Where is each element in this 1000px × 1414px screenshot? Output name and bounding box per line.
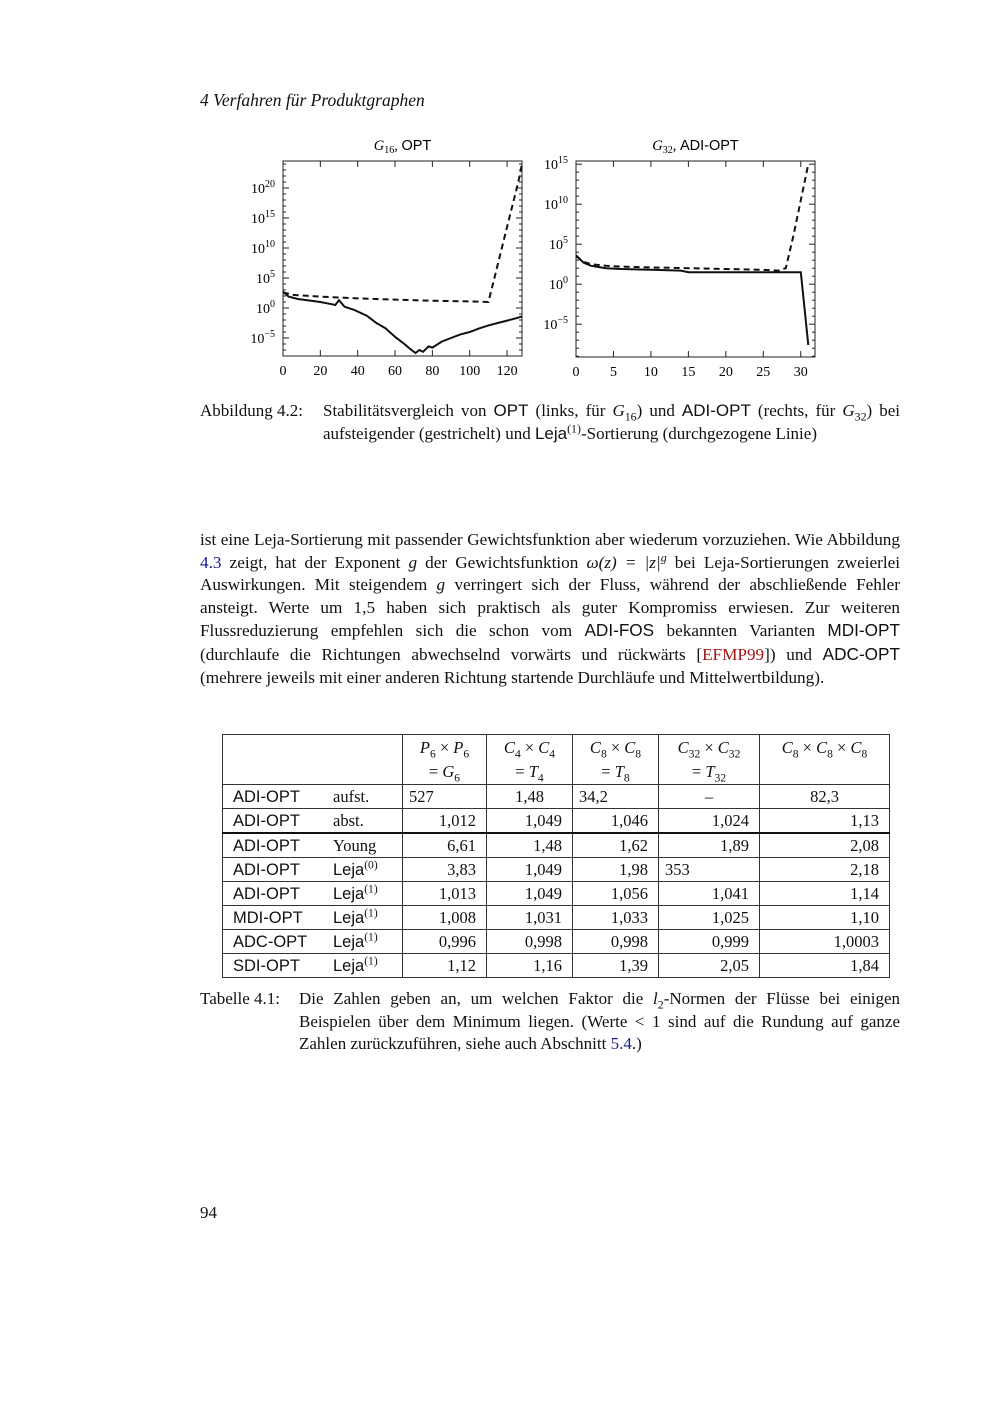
method-cell: ADC-OPT bbox=[223, 930, 328, 954]
value-cell: 0,996 bbox=[403, 930, 487, 954]
y-tick-label: $10^{-5}$ bbox=[250, 329, 275, 347]
table-caption bbox=[200, 988, 900, 1056]
page-number: 94 bbox=[200, 1203, 217, 1222]
x-tick-label: 0 bbox=[279, 364, 287, 379]
value-cell: 1,12 bbox=[403, 954, 487, 978]
column-header: $C_4 \times C_4$ = $T_4$ bbox=[487, 735, 573, 785]
section-link[interactable]: 5.4 bbox=[610, 1034, 632, 1053]
table-row bbox=[223, 954, 890, 978]
y-tick-label: $10^5$ bbox=[256, 269, 275, 287]
x-tick-label: 0 bbox=[572, 365, 580, 380]
table-row bbox=[223, 906, 890, 930]
sort-cell: Leja$^{(1)}$ bbox=[327, 882, 403, 906]
y-tick-label: $10^{20}$ bbox=[251, 179, 275, 197]
x-tick-label: 100 bbox=[459, 364, 481, 379]
value-cell: 1,049 bbox=[487, 882, 573, 906]
x-tick-label: 25 bbox=[756, 365, 771, 380]
value-cell: 1,62 bbox=[573, 833, 659, 858]
value-cell: 1,049 bbox=[487, 809, 573, 834]
plot-frame bbox=[576, 161, 815, 357]
value-cell: 1,48 bbox=[487, 785, 573, 809]
value-cell: 1,008 bbox=[403, 906, 487, 930]
chart-title: $G_{32}$, ADI-OPT bbox=[652, 138, 739, 156]
value-cell: 0,998 bbox=[573, 930, 659, 954]
value-cell: 3,83 bbox=[403, 858, 487, 882]
sort-cell: aufst. bbox=[327, 785, 403, 809]
citation-link[interactable]: EFMP99 bbox=[702, 644, 765, 664]
value-cell: 1,14 bbox=[760, 882, 890, 906]
value-cell: – bbox=[659, 785, 760, 809]
sort-cell: Young bbox=[327, 833, 403, 858]
table-caption-label: Tabelle 4.1: bbox=[200, 989, 281, 1008]
table-row bbox=[223, 882, 890, 906]
x-tick-label: 120 bbox=[496, 364, 518, 379]
sort-cell: Leja$^{(1)}$ bbox=[327, 906, 403, 930]
value-cell: 1,89 bbox=[659, 833, 760, 858]
value-cell: 1,98 bbox=[573, 858, 659, 882]
column-header: $P_6 \times P_6$ = $G_6$ bbox=[403, 735, 487, 785]
value-cell: 1,031 bbox=[487, 906, 573, 930]
x-tick-label: 30 bbox=[793, 365, 808, 380]
value-cell: 1,041 bbox=[659, 882, 760, 906]
x-tick-label: 15 bbox=[681, 365, 696, 380]
value-cell: 1,48 bbox=[487, 833, 573, 858]
value-cell: 1,012 bbox=[403, 809, 487, 834]
value-cell: 1,39 bbox=[573, 954, 659, 978]
value-cell: 2,05 bbox=[659, 954, 760, 978]
value-cell: 1,84 bbox=[760, 954, 890, 978]
method-cell: SDI-OPT bbox=[223, 954, 328, 978]
method-cell: ADI-OPT bbox=[223, 882, 328, 906]
y-tick-label: $10^0$ bbox=[549, 275, 568, 294]
value-cell: 0,999 bbox=[659, 930, 760, 954]
table-row bbox=[223, 833, 890, 858]
x-tick-label: 20 bbox=[718, 365, 733, 380]
value-cell: 1,033 bbox=[573, 906, 659, 930]
column-header: $C_8 \times C_8$ = $T_8$ bbox=[573, 735, 659, 785]
figure-4-2 bbox=[0, 0, 1000, 400]
y-tick-label: $10^5$ bbox=[549, 235, 568, 254]
method-cell: ADI-OPT bbox=[223, 833, 328, 858]
x-tick-label: 40 bbox=[350, 364, 365, 379]
value-cell: 1,013 bbox=[403, 882, 487, 906]
column-header: $C_{32} \times C_{32}$ = $T_{32}$ bbox=[659, 735, 760, 785]
series-ascending-dashed bbox=[283, 164, 522, 302]
sort-cell: Leja$^{(0)}$ bbox=[327, 858, 403, 882]
value-cell: 1,049 bbox=[487, 858, 573, 882]
x-tick-label: 60 bbox=[388, 364, 403, 379]
body-paragraph: ist eine Leja-Sortierung mit passender Gewichtsfunktion aber wiederum vorzuziehen. Wie Abbildung 4.3 zeigt, hat der Exponent g der Gewichtsfunktion $\omega(z) = |z|^g$ bei Leja-Sortierungen zweierlei Auswirkungen. Mit steigendem g verringert sich der Fluss, während der abschließende Fehler ansteigt. Werte um 1,5 haben sich praktisch als guter Kompromiss erwiesen. Zur weiteren Flussreduzierung empfehlen sich die schon vom ADI-FOS bekannten Varianten MDI-OPT (durchlaufe die Richtungen abwechselnd vorwärts und rückwärts [EFMP99]) und ADC-OPT (mehrere jeweils mit einer anderen Richtung startende Durchläufe und Mittelwertbildung). bbox=[200, 530, 901, 687]
y-tick-label: $10^{10}$ bbox=[544, 195, 568, 214]
method-cell: ADI-OPT bbox=[223, 858, 328, 882]
table-row bbox=[223, 930, 890, 954]
value-cell: 2,08 bbox=[760, 833, 890, 858]
method-cell: ADI-OPT bbox=[223, 809, 328, 834]
value-cell: 2,18 bbox=[760, 858, 890, 882]
sort-cell: Leja$^{(1)}$ bbox=[327, 930, 403, 954]
value-cell: 1,0003 bbox=[760, 930, 890, 954]
header-empty bbox=[223, 735, 403, 785]
y-tick-label: $10^{15}$ bbox=[544, 155, 568, 174]
value-cell: 1,13 bbox=[760, 809, 890, 834]
value-cell: 527 bbox=[403, 785, 487, 809]
method-cell: ADI-OPT bbox=[223, 785, 328, 809]
results-table bbox=[222, 734, 890, 978]
figure-caption bbox=[200, 400, 900, 445]
method-cell: MDI-OPT bbox=[223, 906, 328, 930]
column-header: $C_8 \times C_8 \times C_8$ bbox=[760, 735, 890, 785]
sort-cell: Leja$^{(1)}$ bbox=[327, 954, 403, 978]
x-tick-label: 5 bbox=[609, 365, 617, 380]
value-cell: 1,10 bbox=[760, 906, 890, 930]
value-cell: 82,3 bbox=[760, 785, 890, 809]
table-caption-text: Die Zahlen geben an, um welchen Faktor die $l_2$-Normen der Flüsse bei einigen Beispielen über dem Minimum liegen. (Werte < 1 sind auf die Rundung auf ganze Zahlen zurückzuführen, siehe auch Abschnitt 5.4.) bbox=[299, 989, 900, 1053]
value-cell: 1,024 bbox=[659, 809, 760, 834]
y-tick-label: $10^{15}$ bbox=[251, 209, 275, 227]
table-header-row bbox=[223, 735, 890, 785]
formula: ω(z) = |z| bbox=[586, 552, 661, 572]
value-cell: 0,998 bbox=[487, 930, 573, 954]
y-tick-label: $10^0$ bbox=[256, 299, 275, 317]
figure-caption-label: Abbildung 4.2: bbox=[200, 401, 303, 420]
table-row bbox=[223, 809, 890, 834]
chart-2 bbox=[543, 138, 815, 380]
chart-1 bbox=[250, 138, 522, 379]
sort-cell: abst. bbox=[327, 809, 403, 834]
figure-caption-text: Stabilitätsvergleich von OPT (links, für $G_{16}$) und ADI-OPT (rechts, für $G_{32}$) bei aufsteigender (gestrichelt) und Leja$^{(1)}$-Sortierung (durchgezogene Linie) bbox=[323, 401, 900, 443]
y-tick-label: $10^{10}$ bbox=[251, 239, 275, 257]
series-leja-solid bbox=[576, 255, 808, 345]
x-tick-label: 10 bbox=[643, 365, 658, 380]
value-cell: 6,61 bbox=[403, 833, 487, 858]
value-cell: 1,056 bbox=[573, 882, 659, 906]
value-cell: 1,025 bbox=[659, 906, 760, 930]
x-tick-label: 80 bbox=[425, 364, 440, 379]
table-row bbox=[223, 785, 890, 809]
value-cell: 1,046 bbox=[573, 809, 659, 834]
figure-link[interactable]: 4.3 bbox=[200, 552, 222, 572]
value-cell: 34,2 bbox=[573, 785, 659, 809]
value-cell: 1,16 bbox=[487, 954, 573, 978]
value-cell: 353 bbox=[659, 858, 760, 882]
running-head: 4 Verfahren für Produktgraphen bbox=[200, 90, 425, 110]
y-tick-label: $10^{-5}$ bbox=[543, 315, 568, 334]
x-tick-label: 20 bbox=[313, 364, 328, 379]
series-ascending-dashed bbox=[576, 164, 808, 270]
chart-title: $G_{16}$, OPT bbox=[373, 138, 432, 156]
table-row bbox=[223, 858, 890, 882]
